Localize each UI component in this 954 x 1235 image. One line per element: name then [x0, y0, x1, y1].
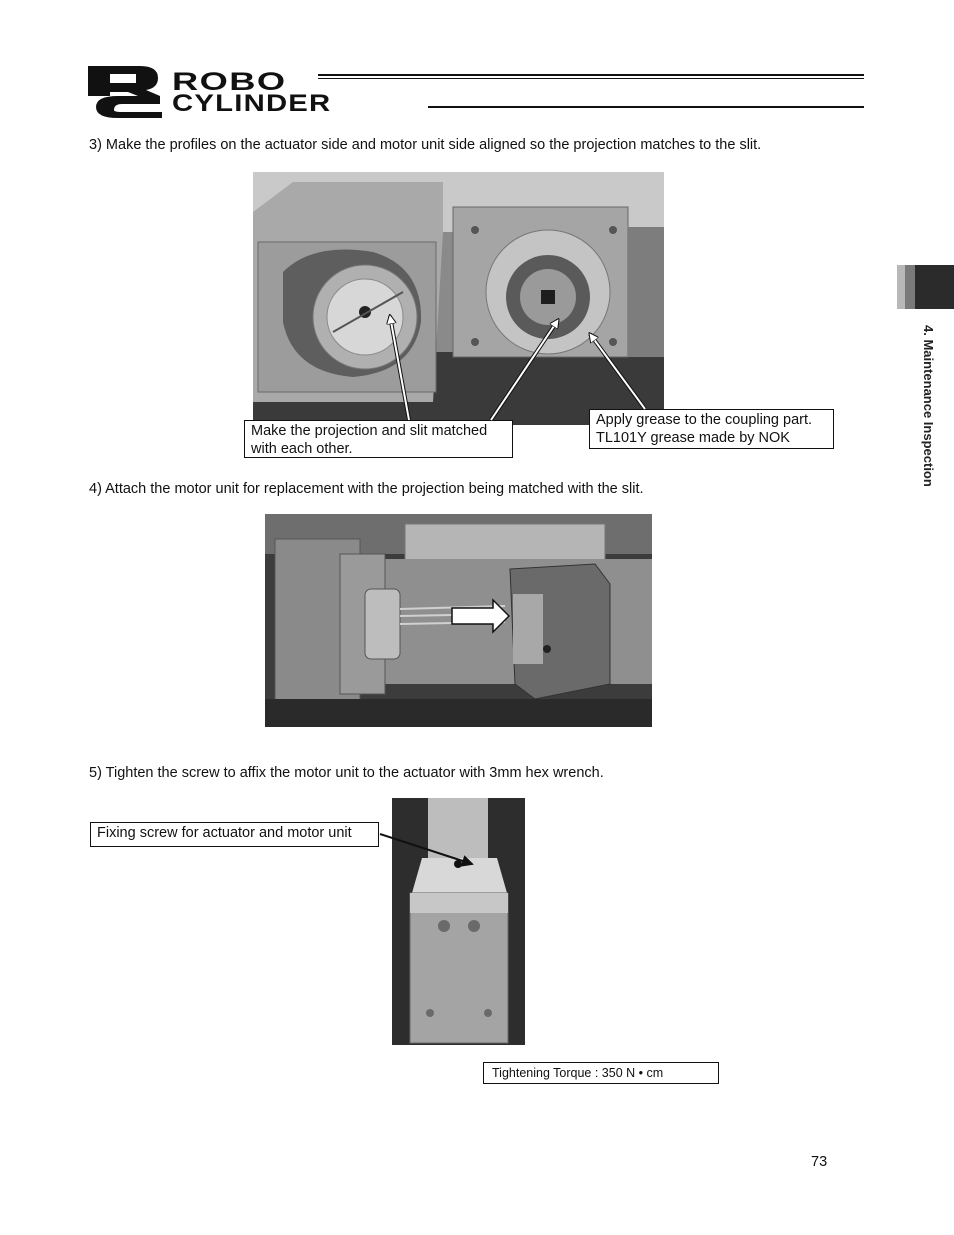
header-rule-bottom	[428, 106, 864, 108]
photo-actuator-and-motor-profiles	[253, 172, 664, 425]
chapter-tab-marker	[897, 265, 954, 309]
step-4-text: 4) Attach the motor unit for replacement with the projection being matched with the slit.	[89, 481, 644, 497]
rc-logo-icon	[88, 66, 162, 118]
callout-apply-grease	[589, 409, 834, 449]
chapter-side-label	[918, 325, 938, 525]
header-rule-top-1	[318, 74, 864, 76]
photo-attach-motor-unit	[265, 514, 652, 727]
callout-torque-text: Tightening Torque : 350 N • cm	[492, 1066, 664, 1080]
chapter-side-label-text: 4. Maintenance Inspection	[921, 325, 936, 487]
callout-grease-line2: TL101Y grease made by NOK	[596, 430, 790, 446]
callout-projection-line2: with each other.	[251, 441, 353, 457]
callout-tightening-torque	[483, 1062, 719, 1084]
page-number: 73	[811, 1154, 828, 1170]
photo-tighten-screw	[392, 798, 525, 1045]
step-3-text: 3) Make the profiles on the actuator side and motor unit side aligned so the projection matches to the slit.	[89, 137, 762, 153]
callout-projection-slit	[244, 420, 513, 458]
callout-fixing-screw	[90, 822, 379, 847]
logo-cylinder-text: CYLINDER	[172, 90, 332, 117]
logo-robo-text: ROBO	[172, 68, 287, 96]
step-5-text: 5) Tighten the screw to affix the motor unit to the actuator with 3mm hex wrench.	[89, 765, 604, 781]
callout-projection-line1: Make the projection and slit matched	[251, 423, 488, 439]
header-rule-top-2	[318, 78, 864, 79]
callout-grease-line1: Apply grease to the coupling part.	[596, 412, 813, 428]
callout-fixing-screw-text: Fixing screw for actuator and motor unit	[97, 825, 352, 841]
